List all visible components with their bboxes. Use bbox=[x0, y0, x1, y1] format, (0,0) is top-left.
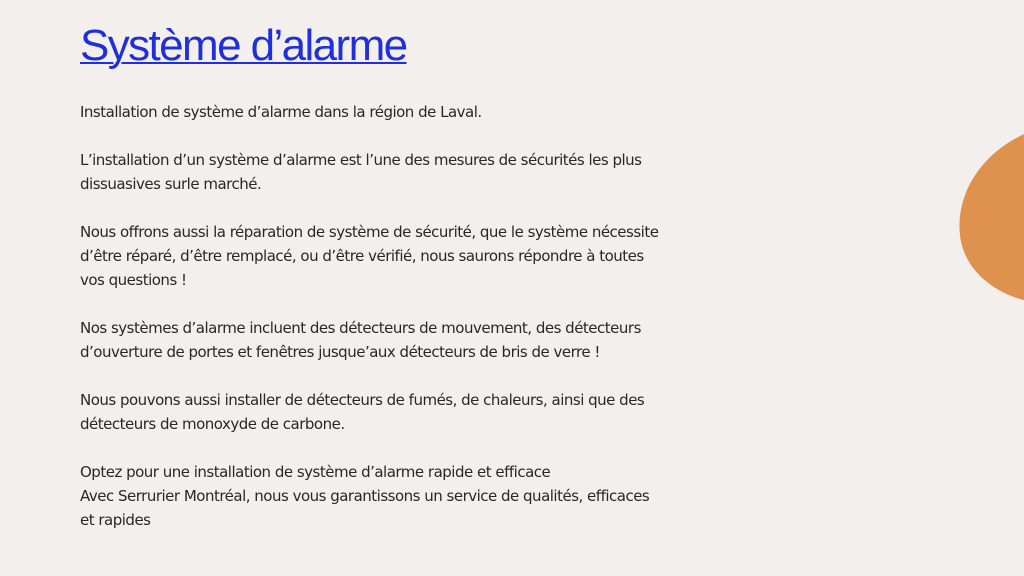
security-measure-paragraph bbox=[80, 148, 705, 196]
detectors-line-1: Nos systèmes d’alarme incluent des détecteurs de mouvement, des détecteurs bbox=[80, 319, 641, 337]
closing-line-1: Optez pour une installation de système d’alarme rapide et efficace bbox=[80, 463, 551, 481]
closing-line-3: et rapides bbox=[80, 511, 151, 529]
intro-paragraph bbox=[80, 100, 705, 124]
repair-line-3: vos questions ! bbox=[80, 271, 187, 289]
detectors-paragraph bbox=[80, 316, 705, 364]
repair-line-2: d’être réparé, d’être remplacé, ou d’être vérifié, nous saurons répondre à toutes bbox=[80, 247, 644, 265]
security-line-2: dissuasives surle marché. bbox=[80, 175, 262, 193]
smoke-detectors-paragraph bbox=[80, 388, 705, 436]
detectors-line-2: d’ouverture de portes et fenêtres jusque’aux détecteurs de bris de verre ! bbox=[80, 343, 600, 361]
repair-service-paragraph bbox=[80, 220, 705, 292]
security-line-1: L’installation d’un système d’alarme est l’une des mesures de sécurités les plus bbox=[80, 151, 642, 169]
intro-line-1: Installation de système d’alarme dans la région de Laval. bbox=[80, 103, 482, 121]
closing-paragraph bbox=[80, 460, 705, 532]
slide-title[interactable]: Système d’alarme bbox=[80, 21, 407, 70]
repair-line-1: Nous offrons aussi la réparation de système de sécurité, que le système nécessite bbox=[80, 223, 659, 241]
smoke-line-1: Nous pouvons aussi installer de détecteurs de fumés, de chaleurs, ainsi que des bbox=[80, 391, 645, 409]
closing-line-2: Avec Serrurier Montréal, nous vous garantissons un service de qualités, efficaces bbox=[80, 487, 650, 505]
smoke-line-2: détecteurs de monoxyde de carbone. bbox=[80, 415, 345, 433]
slide-body bbox=[80, 100, 705, 556]
orange-decorative-shape bbox=[946, 110, 1024, 317]
